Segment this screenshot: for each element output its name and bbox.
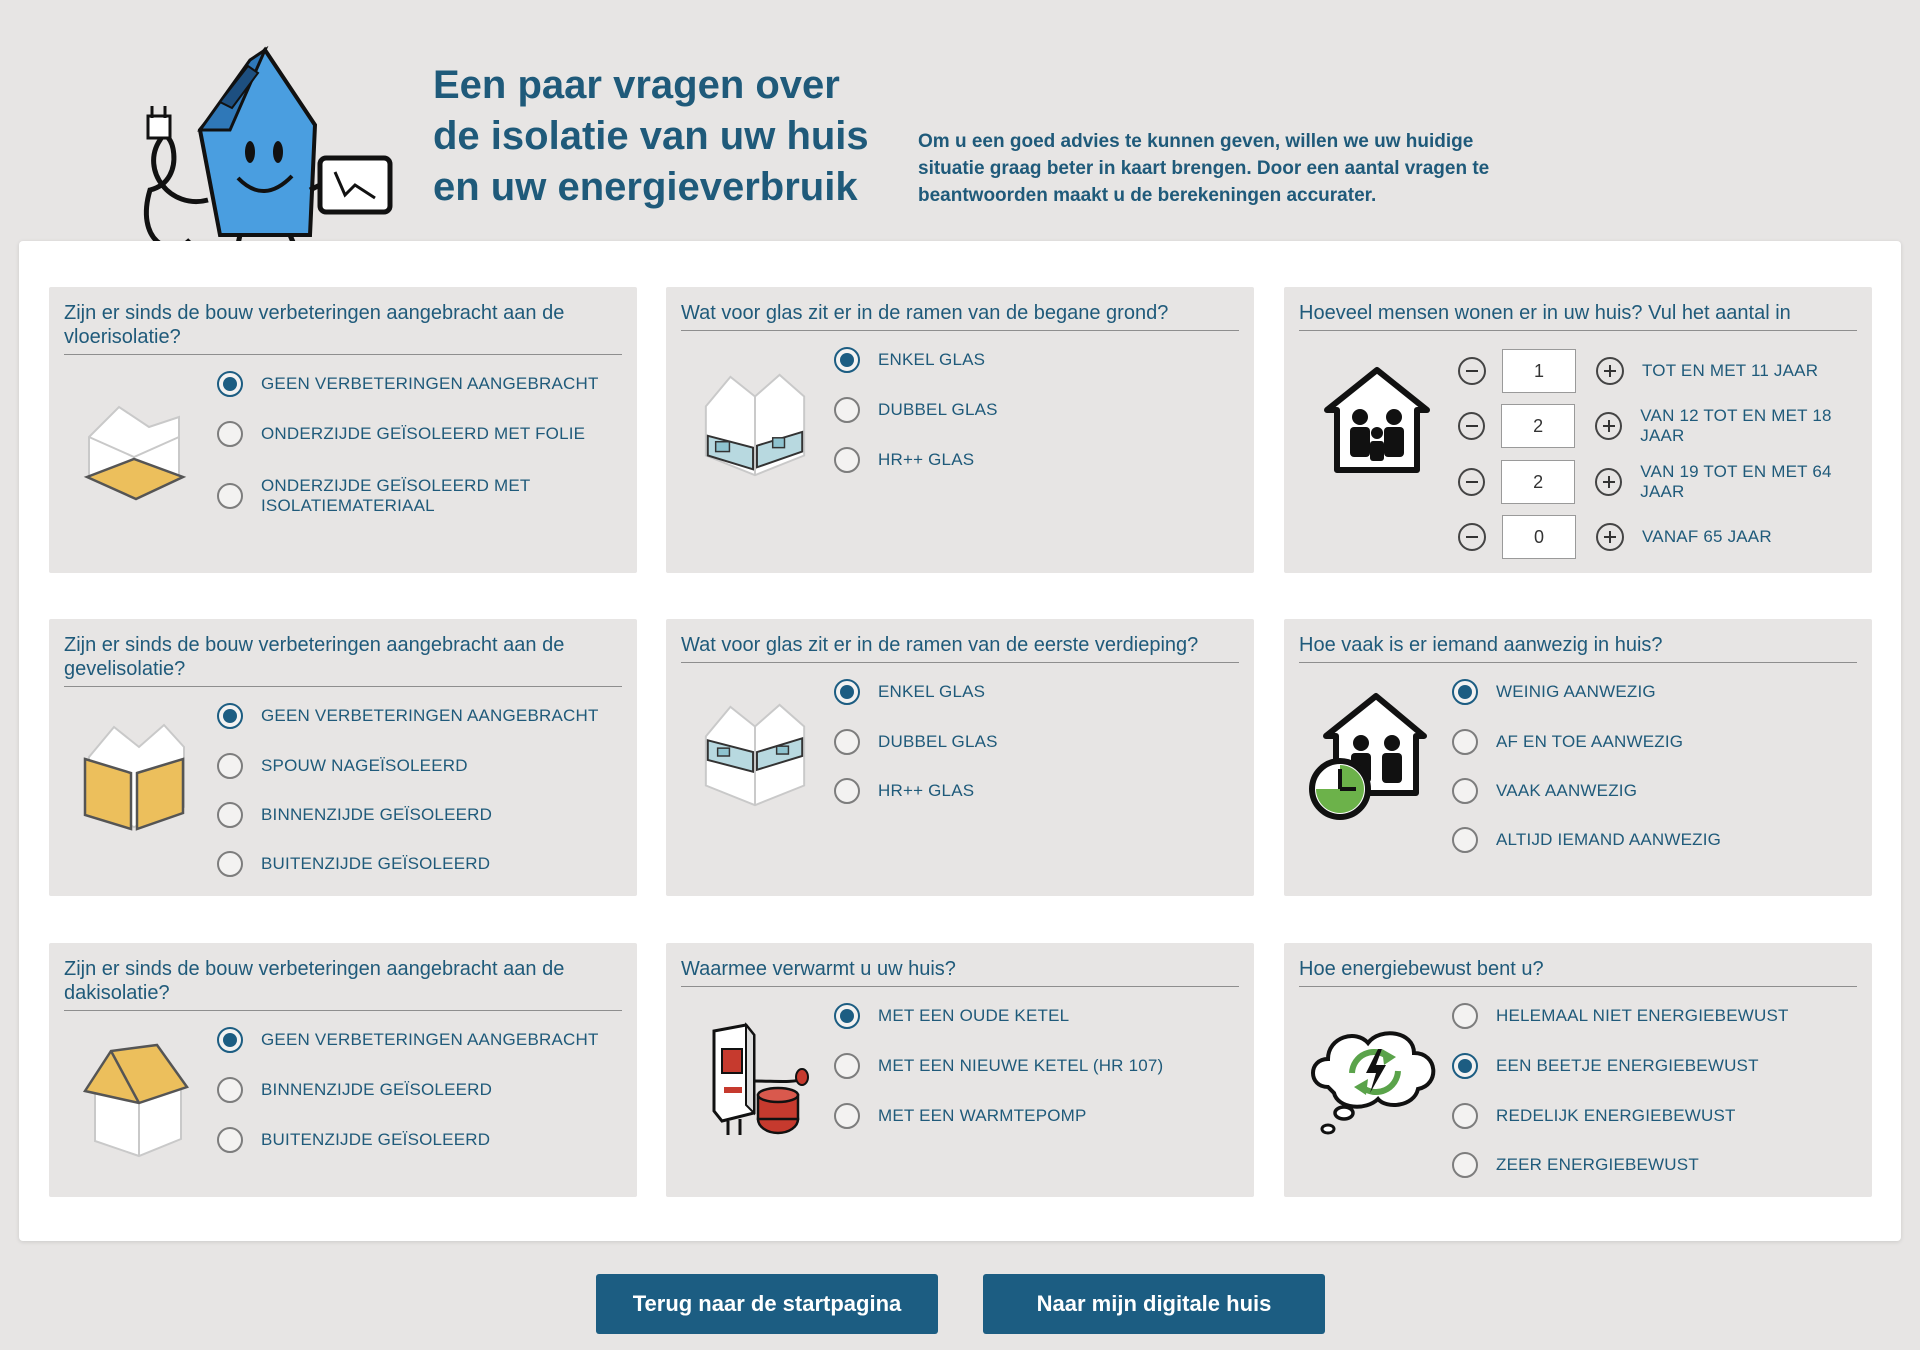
facade-insulation-card — [49, 619, 637, 896]
presence-option-4[interactable]: ALTIJD IEMAND AANWEZIG — [1452, 827, 1721, 853]
roof-insulation-card — [49, 943, 637, 1197]
awareness-option-4[interactable]: ZEER ENERGIEBEWUST — [1452, 1152, 1699, 1178]
radio-selected[interactable] — [834, 347, 860, 373]
radio-selected[interactable] — [1452, 679, 1478, 705]
radio[interactable] — [1452, 1152, 1478, 1178]
boiler-icon — [706, 1021, 816, 1141]
minus-button[interactable] — [1458, 523, 1486, 551]
radio-selected[interactable] — [834, 679, 860, 705]
facade-option-3[interactable]: BINNENZIJDE GEÏSOLEERD — [217, 802, 492, 828]
radio[interactable] — [217, 802, 243, 828]
radio[interactable] — [834, 1103, 860, 1129]
card-title: Zijn er sinds de bouw verbeteringen aangebracht aan de vloerisolatie? — [64, 301, 622, 355]
facade-option-2[interactable]: SPOUW NAGEÏSOLEERD — [217, 753, 468, 779]
house-clock-icon — [1306, 691, 1431, 821]
heating-card — [666, 943, 1254, 1197]
radio[interactable] — [1452, 1003, 1478, 1029]
radio[interactable] — [217, 483, 243, 509]
card-title: Hoe energiebewust bent u? — [1299, 957, 1857, 987]
card-title: Wat voor glas zit er in de ramen van de begane grond? — [681, 301, 1239, 331]
card-title: Hoeveel mensen wonen er in uw huis? Vul het aantal in — [1299, 301, 1857, 331]
card-title: Wat voor glas zit er in de ramen van de eerste verdieping? — [681, 633, 1239, 663]
radio[interactable] — [1452, 1103, 1478, 1129]
heating-option-3[interactable]: MET EEN WARMTEPOMP — [834, 1103, 1087, 1129]
intro-text: Om u een goed advies te kunnen geven, willen we uw huidige situatie graag beter in kaart brengen. Door een aantal vragen te beantwoorden maakt u de berekeningen accurater. — [918, 131, 1490, 206]
radio[interactable] — [217, 1127, 243, 1153]
presence-option-1[interactable]: WEINIG AANWEZIG — [1452, 679, 1656, 705]
radio[interactable] — [834, 729, 860, 755]
presence-option-2[interactable]: AF EN TOE AANWEZIG — [1452, 729, 1683, 755]
age-row-19-64: 2 VAN 19 TOT EN MET 64 JAAR — [1458, 460, 1872, 504]
first-floor-glass-card — [666, 619, 1254, 896]
radio[interactable] — [1452, 778, 1478, 804]
floor-insulation-card — [49, 287, 637, 573]
heating-option-1[interactable]: MET EEN OUDE KETEL — [834, 1003, 1069, 1029]
household-size-card — [1284, 287, 1872, 573]
plus-button[interactable] — [1595, 468, 1622, 496]
radio[interactable] — [1452, 729, 1478, 755]
awareness-option-3[interactable]: REDELIJK ENERGIEBEWUST — [1452, 1103, 1736, 1129]
page-title: Een paar vragen over de isolatie van uw huis en uw energieverbruik — [433, 63, 869, 209]
count-input-19-64[interactable] — [1501, 460, 1575, 504]
first-glass-option-3[interactable]: HR++ GLAS — [834, 778, 974, 804]
age-row-12-18: 2 VAN 12 TOT EN MET 18 JAAR — [1458, 404, 1872, 448]
minus-button[interactable] — [1458, 468, 1485, 496]
roof-insulation-icon — [81, 1041, 191, 1161]
ground-floor-glass-card — [666, 287, 1254, 573]
facade-insulation-icon — [79, 717, 189, 837]
ground-glass-option-3[interactable]: HR++ GLAS — [834, 447, 974, 473]
first-glass-option-1[interactable]: ENKEL GLAS — [834, 679, 985, 705]
awareness-option-2[interactable]: EEN BEETJE ENERGIEBEWUST — [1452, 1053, 1759, 1079]
radio[interactable] — [217, 421, 243, 447]
card-title: Zijn er sinds de bouw verbeteringen aangebracht aan de dakisolatie? — [64, 957, 622, 1011]
ground-glass-option-1[interactable]: ENKEL GLAS — [834, 347, 985, 373]
facade-option-4[interactable]: BUITENZIJDE GEÏSOLEERD — [217, 851, 490, 877]
awareness-option-1[interactable]: HELEMAAL NIET ENERGIEBEWUST — [1452, 1003, 1789, 1029]
to-digital-house-button[interactable]: Naar mijn digitale huis — [983, 1274, 1325, 1334]
radio-selected[interactable] — [834, 1003, 860, 1029]
heating-option-2[interactable]: MET EEN NIEUWE KETEL (HR 107) — [834, 1053, 1163, 1079]
ground-glass-option-2[interactable]: DUBBEL GLAS — [834, 397, 998, 423]
radio-selected[interactable] — [217, 371, 243, 397]
radio-selected[interactable] — [217, 703, 243, 729]
family-house-icon — [1322, 365, 1432, 475]
count-input-0-11[interactable] — [1502, 349, 1576, 393]
radio[interactable] — [217, 1077, 243, 1103]
age-row-0-11: 1 TOT EN MET 11 JAAR — [1458, 349, 1818, 393]
radio[interactable] — [834, 1053, 860, 1079]
radio[interactable] — [217, 851, 243, 877]
floor-option-1[interactable]: GEEN VERBETERINGEN AANGEBRACHT — [217, 371, 599, 397]
radio-selected[interactable] — [1452, 1053, 1478, 1079]
thought-cloud-energy-icon — [1304, 1023, 1444, 1143]
floor-insulation-icon — [79, 387, 189, 507]
minus-button[interactable] — [1458, 412, 1485, 440]
floor-option-3[interactable]: ONDERZIJDE GEÏSOLEERD MET ISOLATIEMATERIAAL — [217, 476, 541, 516]
count-input-12-18[interactable] — [1501, 404, 1575, 448]
minus-button[interactable] — [1458, 357, 1486, 385]
radio[interactable] — [217, 753, 243, 779]
ground-floor-windows-icon — [696, 365, 814, 487]
back-to-start-button[interactable]: Terug naar de startpagina — [596, 1274, 938, 1334]
card-title: Waarmee verwarmt u uw huis? — [681, 957, 1239, 987]
radio[interactable] — [834, 447, 860, 473]
plus-button[interactable] — [1595, 412, 1622, 440]
plus-button[interactable] — [1596, 523, 1624, 551]
age-row-65-plus: 0 VANAF 65 JAAR — [1458, 515, 1772, 559]
facade-option-1[interactable]: GEEN VERBETERINGEN AANGEBRACHT — [217, 703, 599, 729]
radio[interactable] — [1452, 827, 1478, 853]
presence-card — [1284, 619, 1872, 896]
card-title: Zijn er sinds de bouw verbeteringen aangebracht aan de gevelisolatie? — [64, 633, 622, 687]
energy-awareness-card — [1284, 943, 1872, 1197]
first-floor-windows-icon — [696, 695, 814, 817]
roof-option-3[interactable]: BUITENZIJDE GEÏSOLEERD — [217, 1127, 490, 1153]
roof-option-1[interactable]: GEEN VERBETERINGEN AANGEBRACHT — [217, 1027, 599, 1053]
roof-option-2[interactable]: BINNENZIJDE GEÏSOLEERD — [217, 1077, 492, 1103]
card-title: Hoe vaak is er iemand aanwezig in huis? — [1299, 633, 1857, 663]
count-input-65-plus[interactable] — [1502, 515, 1576, 559]
radio-selected[interactable] — [217, 1027, 243, 1053]
radio[interactable] — [834, 397, 860, 423]
first-glass-option-2[interactable]: DUBBEL GLAS — [834, 729, 998, 755]
plus-button[interactable] — [1596, 357, 1624, 385]
radio[interactable] — [834, 778, 860, 804]
floor-option-2[interactable]: ONDERZIJDE GEÏSOLEERD MET FOLIE — [217, 421, 585, 447]
presence-option-3[interactable]: VAAK AANWEZIG — [1452, 778, 1637, 804]
